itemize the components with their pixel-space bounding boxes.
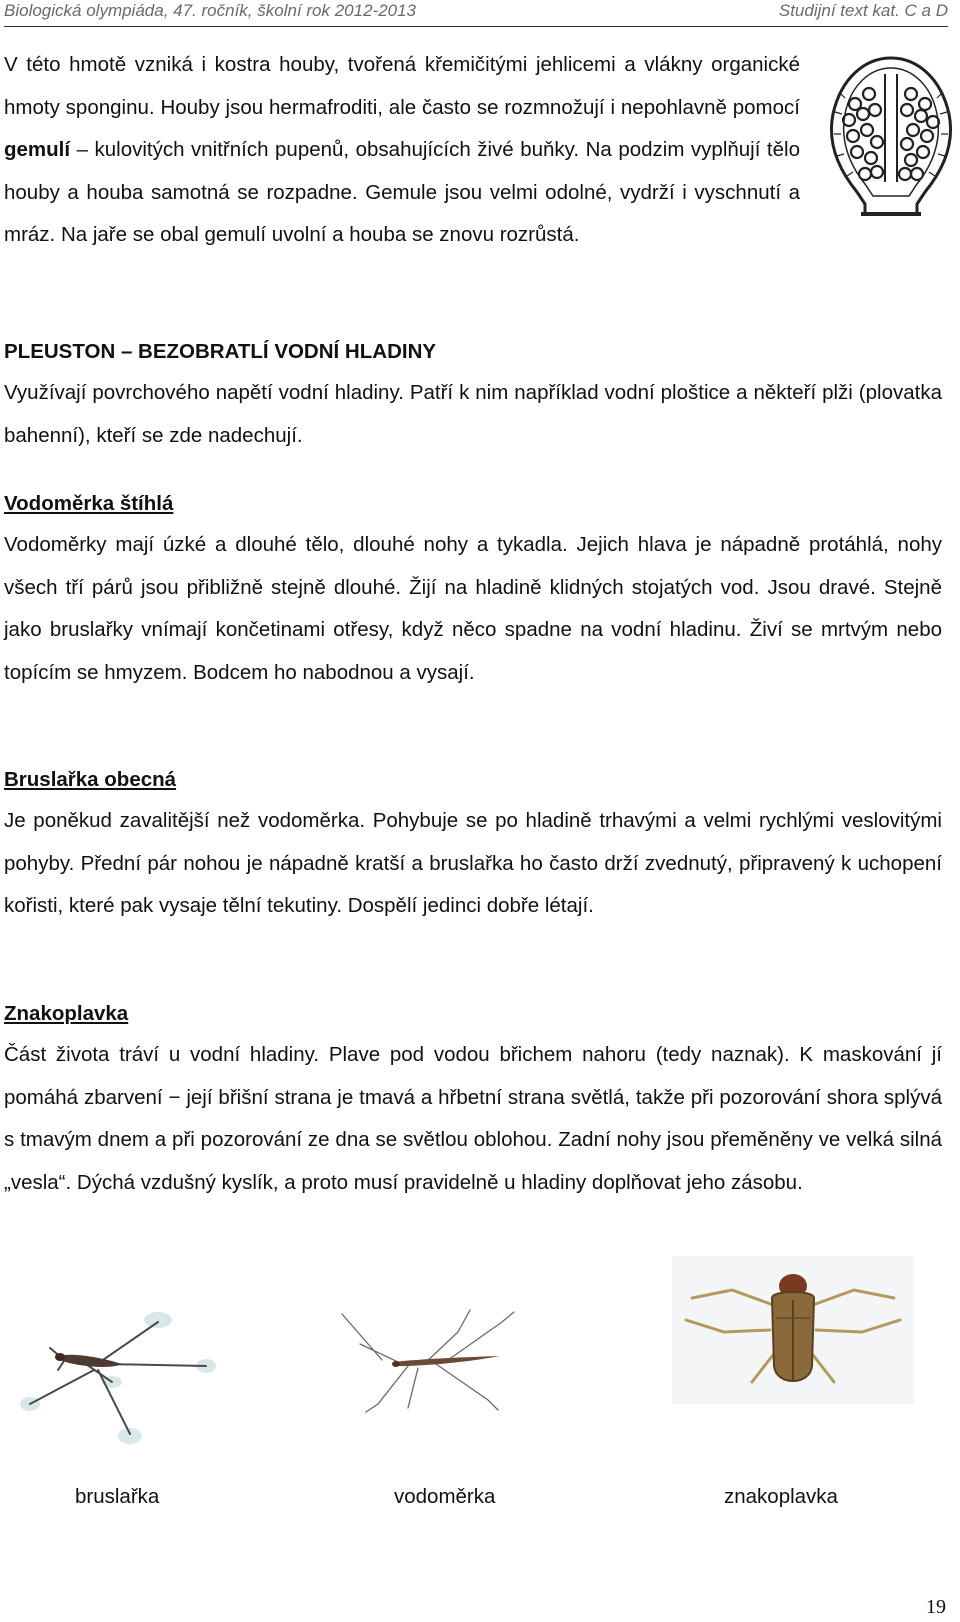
bruslarka-illustration [10, 1300, 220, 1450]
figure-caption-bruslarka: bruslařka [75, 1485, 160, 1508]
znakoplavka-illustration [672, 1256, 914, 1404]
page-header [4, 0, 948, 27]
section-heading: PLEUSTON – BEZOBRATLÍ VODNÍ HLADINY [4, 340, 437, 363]
bruslarka-paragraph: Je poněkud zavalitější než vodoměrka. Pohybuje se po hladině trhavými a velmi rychlými veslovitými pohyby. Přední pár nohou je nápadně kratší a bruslařka ho často drží zvednutý, připravený k uchopení kořisti, které pak vysaje tělní tekutiny. Dospělí jedinci dobře létají. [4, 809, 942, 917]
intro-paragraph: V této hmotě vzniká i kostra houby, tvořená křemičitými jehlicemi a vlákny organické hmoty sponginu. Houby jsou hermafroditi, ale často se rozmnožují i nepohlavně pomocí gemulí – kulovitých vnitřních pupenů, obsahujících živé buňky. Na podzim vyplňují tělo houby a houba samotná se rozpadne. Gemule jsou velmi odolné, vydrží i vyschnutí a mráz. Na jaře se obal gemulí uvolní a houba se znovu rozrůstá. [4, 53, 800, 246]
sponge-gemmule-illustration [825, 52, 957, 227]
bold-term: gemulí [4, 138, 71, 161]
vodomerka-illustration [338, 1304, 538, 1414]
header-title: Biologická olympiáda, 47. ročník, školní rok 2012-2013 [4, 1, 417, 20]
header-subtitle: Studijní text kat. C a D [778, 1, 948, 20]
page-number: 19 [926, 1596, 946, 1618]
vodomerka-paragraph: Vodoměrky mají úzké a dlouhé tělo, dlouhé nohy a tykadla. Jejich hlava je nápadně protáhlá, nohy všech tří párů jsou přibližně stejně dlouhé. Žijí na hladině klidných stojatých vod. Jsou dravé. Stejně jako bruslařky vnímají končetinami otřesy, když něco spadne na vodní hladinu. Živí se mrtvým nebo topícím se hmyzem. Bodcem ho nabodnou a vysají. [4, 533, 942, 684]
znakoplavka-paragraph: Část života tráví u vodní hladiny. Plave pod vodou břichem nahoru (tedy naznak). K maskování jí pomáhá zbarvení − její břišní strana je tmavá a hřbetní strana světlá, takže při pozorování shora splývá s tmavým dnem a při pozorování ze dna se světlou oblohou. Zadní nohy jsou přeměněny ve velká silná „vesla“. Dýchá vzdušný kyslík, a proto musí pravidelně u hladiny doplňovat jeho zásobu. [4, 1043, 942, 1194]
vodomerka-title: Vodoměrka štíhlá [4, 492, 174, 515]
figure-caption-znakoplavka: znakoplavka [724, 1485, 838, 1508]
section-paragraph: Využívají povrchového napětí vodní hladiny. Patří k nim například vodní ploštice a někteří plži (plovatka bahenní), kteří se zde nadechují. [4, 381, 942, 447]
figure-caption-vodomerka: vodoměrka [394, 1485, 496, 1508]
znakoplavka-title: Znakoplavka [4, 1002, 129, 1025]
bruslarka-title: Bruslařka obecná [4, 768, 177, 791]
